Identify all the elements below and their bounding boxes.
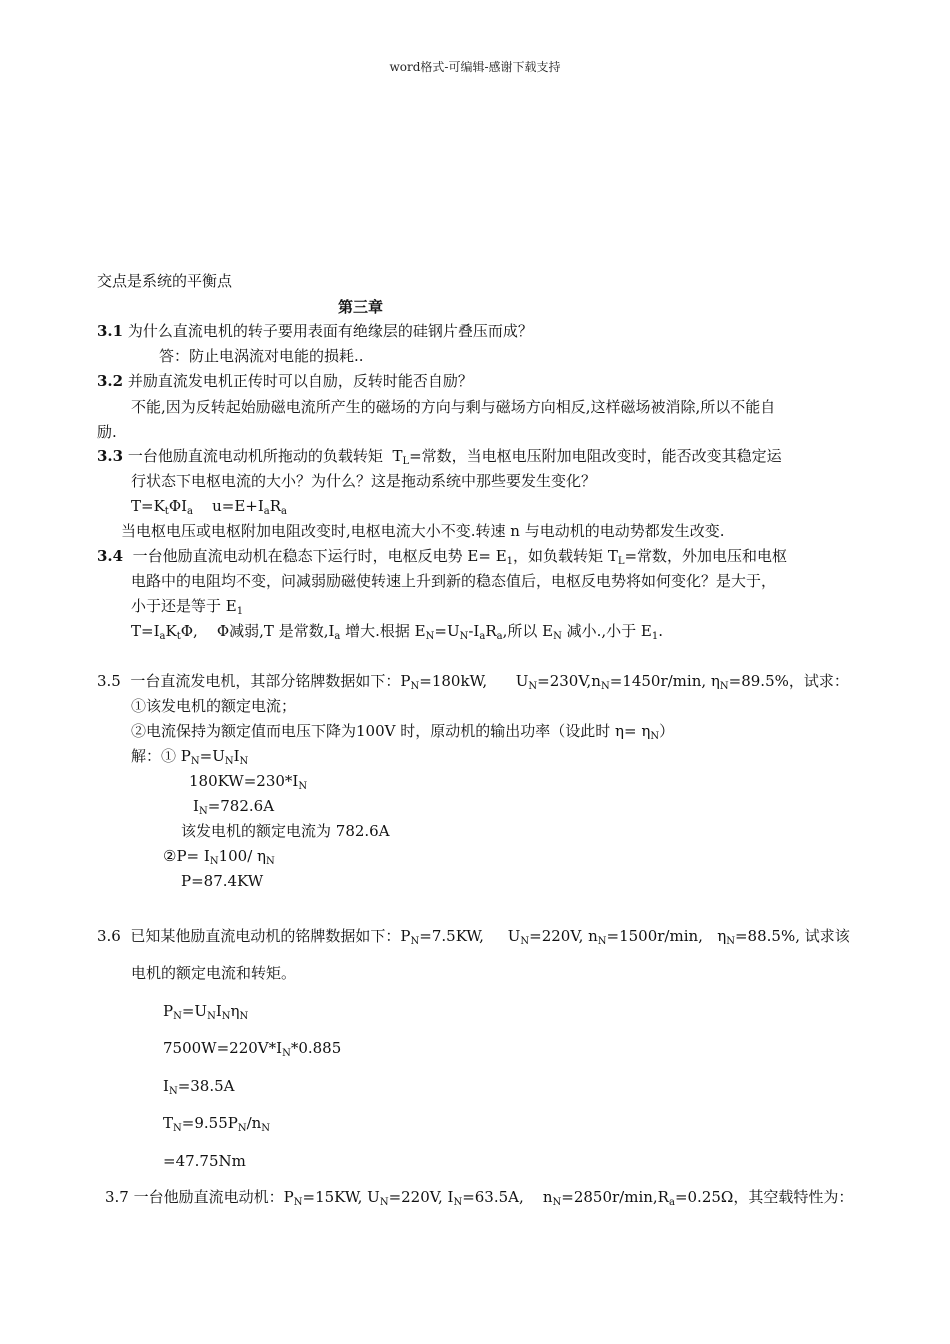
- solution-3-5-step1: 解：① $P_N=U_NI_N$: [131, 747, 249, 767]
- solution-3-5-step2: $180KW=230*I_N$: [189, 772, 308, 792]
- answer-3-2-line2: 励.: [97, 423, 117, 441]
- question-text: 为什么直流电机的转子要用表面有绝缘层的硅钢片叠压而成？: [127, 322, 533, 340]
- question-3-5-sub2: ②电流保持为额定值而电压下降为100V 时，原动机的输出功率（设此时 $\eta= \eta_N$）: [131, 722, 675, 742]
- solution-3-5-step5: P=87.4KW: [181, 872, 264, 890]
- solution-3-5-step3: $I_N=782.6A$: [193, 797, 275, 817]
- question-3-4-line2: 电路中的电阻均不变，问减弱励磁使转速上升到新的稳态值后，电枢反电势将如何变化？是大于，: [131, 572, 777, 590]
- question-number: 3.2: [97, 372, 124, 390]
- solution-3-6-step3: $I_N=38.5A$: [163, 1077, 235, 1097]
- question-text: 一台他励直流电动机：: [133, 1188, 284, 1206]
- solution-3-5-step4: ②P= $I_N100/$ $\eta_N$: [163, 847, 275, 867]
- solution-3-5-conclusion: 该发电机的额定电流为 782.6A: [181, 822, 390, 840]
- solution-3-6-step2: $7500W=220V*I_N*0.885$: [163, 1039, 342, 1059]
- formula-torque: $T=K_t\Phi I_a$ $u=E+I_aR_a$: [131, 497, 287, 517]
- question-3-7: 3.7 一台他励直流电动机：$P_N=15KW$, $U_N=220V$, $I_N=63.5A$, $n_N=2850r/\min,R_a=0.25\Omega$，其空载特性为：: [105, 1188, 854, 1208]
- solution-3-6-step1: $P_N=U_NI_N\eta_N$: [163, 1002, 249, 1022]
- question-3-5-sub1: ①该发电机的额定电流；: [131, 697, 297, 715]
- chapter-title: 第三章: [338, 298, 384, 316]
- answer-3-3: 当电枢电压或电枢附加电阻改变时,电枢电流大小不变.转速 n 与电动机的电动势都发生改变.: [121, 522, 725, 540]
- page-header: word格式-可编辑-感谢下载支持: [389, 60, 561, 74]
- answer-3-1: 答：防止电涡流对电能的损耗..: [159, 347, 364, 365]
- question-3-3-line2: 行状态下电枢电流的大小？为什么？这是拖动系统中那些要发生变化？: [131, 472, 597, 490]
- question-3-4: 3.4 一台他励直流电动机在稳态下运行时，电枢反电势 $E= E_1$，如负载转矩 $T_L=$常数，外加电压和电枢: [97, 547, 788, 567]
- question-text: 并励直流发电机正传时可以自励，反转时能否自励？: [127, 372, 473, 390]
- question-3-6: 3.6 已知某他励直流电动机的铭牌数据如下：$P_N=7.5KW$, $U_N=220V$, $n_N=1500r/\min$, $\eta_N=88.5\%$, 试求该: [97, 927, 850, 947]
- solution-3-6-step4: $T_N=9.55P_N/n_N$: [163, 1114, 271, 1134]
- question-number: 3.6: [97, 927, 121, 945]
- question-number: 3.7: [105, 1188, 129, 1206]
- solution-3-6-step5: =47.75Nm: [163, 1152, 246, 1170]
- answer-3-4: $T=I_aK_t\Phi$, Φ减弱,T 是常数$,I_a$ 增大.根据 $E_N=U_N-I_aR_a$,所以 $E_N$ 减小.,小于 $E_1$.: [131, 622, 664, 642]
- question-3-6-line2: 电机的额定电流和转矩。: [131, 964, 297, 982]
- question-text: 已知某他励直流电动机的铭牌数据如下：: [130, 927, 401, 945]
- intro-text: 交点是系统的平衡点: [97, 272, 233, 290]
- answer-3-2-line1: 不能,因为反转起始励磁电流所产生的磁场的方向与剩与磁场方向相反,这样磁场被消除,所以不能自: [131, 398, 776, 416]
- question-3-3: 3.3 一台他励直流电动机所拖动的负载转矩 $T_L=$常数，当电枢电压附加电阻改变时，能否改变其稳定运: [97, 447, 782, 467]
- question-text: 一台他励直流电动机在稳态下运行时，电枢反电势 E=: [132, 547, 491, 565]
- question-number: 3.1: [97, 322, 124, 340]
- question-text: 一台他励直流电动机所拖动的负载转矩: [127, 447, 383, 465]
- question-number: 3.5: [97, 672, 121, 690]
- question-3-5: 3.5 一台直流发电机，其部分铭牌数据如下：$P_N=180kW$, $U_N=230V,n_N=1450r/\min$, $\eta_N=89.5\%$，试求：: [97, 672, 849, 692]
- question-3-2: [97, 371, 473, 391]
- question-3-4-line3: 小于还是等于 $E_1$: [131, 597, 244, 617]
- question-3-1: [97, 321, 533, 341]
- question-number: 3.3: [97, 447, 124, 465]
- question-text: 一台直流发电机，其部分铭牌数据如下：: [130, 672, 401, 690]
- question-number: 3.4: [97, 547, 124, 565]
